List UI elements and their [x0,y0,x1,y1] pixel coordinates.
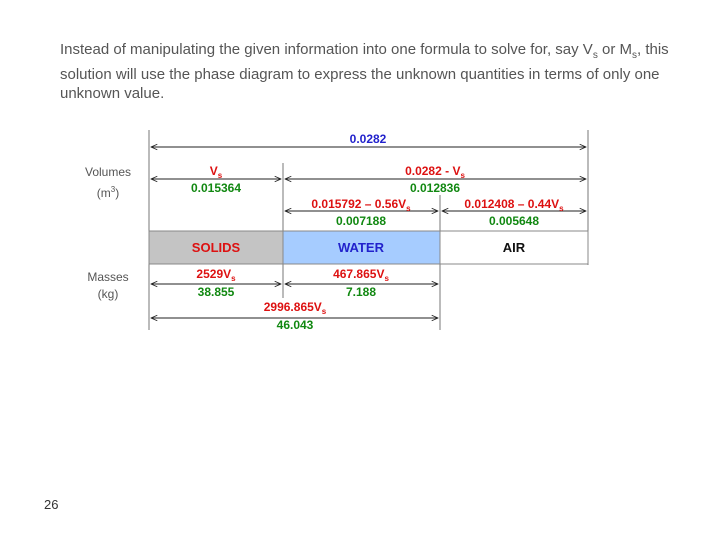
total-mass-expr [264,300,327,316]
air-volume-expr [464,197,564,213]
water-mass-value: 7.188 [345,285,377,299]
water-mass-expr [333,267,389,283]
voids-volume-expr-base: 0.0282 - V [405,164,461,178]
total-volume-value: 0.0282 [349,132,387,146]
air-volume-expr-sub: s [559,204,564,213]
total-mass-expr-sub: s [321,307,327,316]
intro-sub-1: s [592,50,598,61]
voids-volume-expr [405,164,465,180]
voids-volume-expr-sub: s [460,171,465,180]
air-label: AIR [502,240,526,255]
air-volume-value: 0.005648 [488,214,540,228]
water-volume-expr [311,197,411,213]
intro-text-1: Instead of manipulating the given information into one formula to solve for, say V [60,41,593,58]
masses-unit: (kg) [97,287,119,301]
solids-volume-expr-sub: s [217,171,223,180]
voids-volume-value: 0.012836 [409,181,461,195]
water-mass-expr-base: 467.865V [333,267,385,281]
solids-volume-expr-base: V [209,164,218,178]
solids-mass-expr [196,267,236,283]
page-number: 26 [44,497,59,512]
water-volume-expr-sub: s [406,204,411,213]
water-volume-expr-base: 0.015792 – 0.56V [311,197,407,211]
intro-text-2: or M [597,41,632,58]
solids-mass-expr-sub: s [231,274,236,283]
water-mass-expr-sub: s [384,274,389,283]
intro-sub-2: s [631,50,637,61]
volumes-unit-exp: 3 [110,185,116,194]
water-label: WATER [338,240,384,255]
intro-text-3: , this solution will use the phase diagram to express the unknown quantities in terms of only one unknown value. [60,41,669,102]
volumes-word: Volumes [84,165,132,179]
masses-word: Masses [87,270,129,284]
total-mass-expr-base: 2996.865V [263,300,322,314]
water-volume-value: 0.007188 [335,214,387,228]
volumes-unit-open: (m [96,186,111,200]
total-mass-value: 46.043 [276,318,314,332]
air-volume-expr-base: 0.012408 – 0.44V [464,197,560,211]
solids-mass-value: 38.855 [197,285,235,299]
extension-lines [149,130,588,330]
solids-label: SOLIDS [191,240,241,255]
solids-volume-value: 0.015364 [190,181,242,195]
solids-mass-expr-base: 2529V [196,267,232,281]
solids-volume-expr [210,164,223,180]
volumes-unit-close: ) [115,186,120,200]
